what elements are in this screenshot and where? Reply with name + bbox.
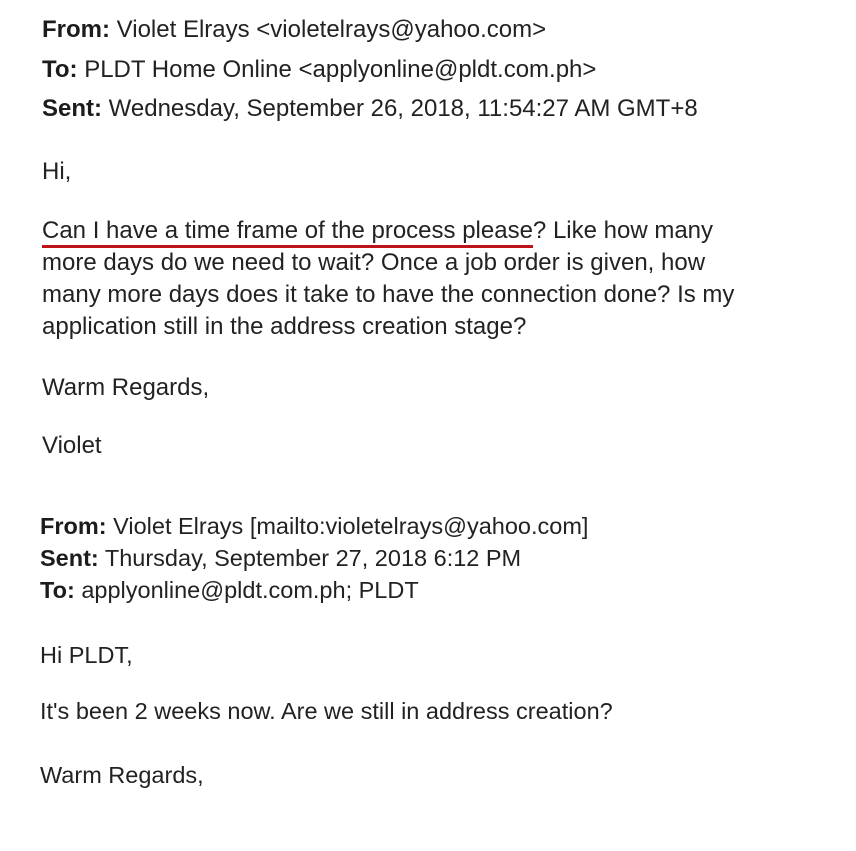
- signature: Violet: [42, 432, 102, 459]
- closing: Warm Regards,: [40, 762, 204, 788]
- from-label: From:: [42, 16, 110, 43]
- body-line: It's been 2 weeks now. Are we still in address creation?: [40, 698, 613, 724]
- body-text: ? Like how many: [532, 217, 714, 244]
- from-value: Violet Elrays <violetelrays@yahoo.com>: [116, 16, 547, 43]
- from-line: [40, 512, 588, 540]
- greeting: Hi,: [42, 158, 72, 185]
- sent-value: Wednesday, September 26, 2018, 11:54:27 AM GMT+8: [108, 95, 698, 122]
- highlighted-text: Can I have a time frame of the process please: [42, 217, 533, 248]
- to-line: [42, 56, 596, 84]
- body-line: application still in the address creation stage?: [42, 313, 527, 340]
- sent-label: Sent:: [42, 95, 102, 122]
- sent-line: [42, 95, 698, 123]
- sent-line: [40, 544, 521, 572]
- closing: Warm Regards,: [42, 374, 210, 401]
- sent-label: Sent:: [40, 545, 99, 571]
- to-label: To:: [40, 577, 75, 603]
- from-line: [42, 16, 546, 44]
- to-value: PLDT Home Online <applyonline@pldt.com.ph>: [84, 56, 597, 83]
- from-label: From:: [40, 513, 107, 539]
- to-label: To:: [42, 56, 78, 83]
- sent-value: Thursday, September 27, 2018 6:12 PM: [104, 545, 522, 571]
- to-value: applyonline@pldt.com.ph; PLDT: [81, 577, 419, 603]
- body-line: many more days does it take to have the connection done? Is my: [42, 281, 735, 308]
- from-value: Violet Elrays [mailto:violetelrays@yahoo.com]: [113, 513, 589, 539]
- body-line: [42, 217, 713, 245]
- greeting: Hi PLDT,: [40, 642, 133, 668]
- to-line: [40, 576, 419, 604]
- body-line: more days do we need to wait? Once a job order is given, how: [42, 249, 706, 276]
